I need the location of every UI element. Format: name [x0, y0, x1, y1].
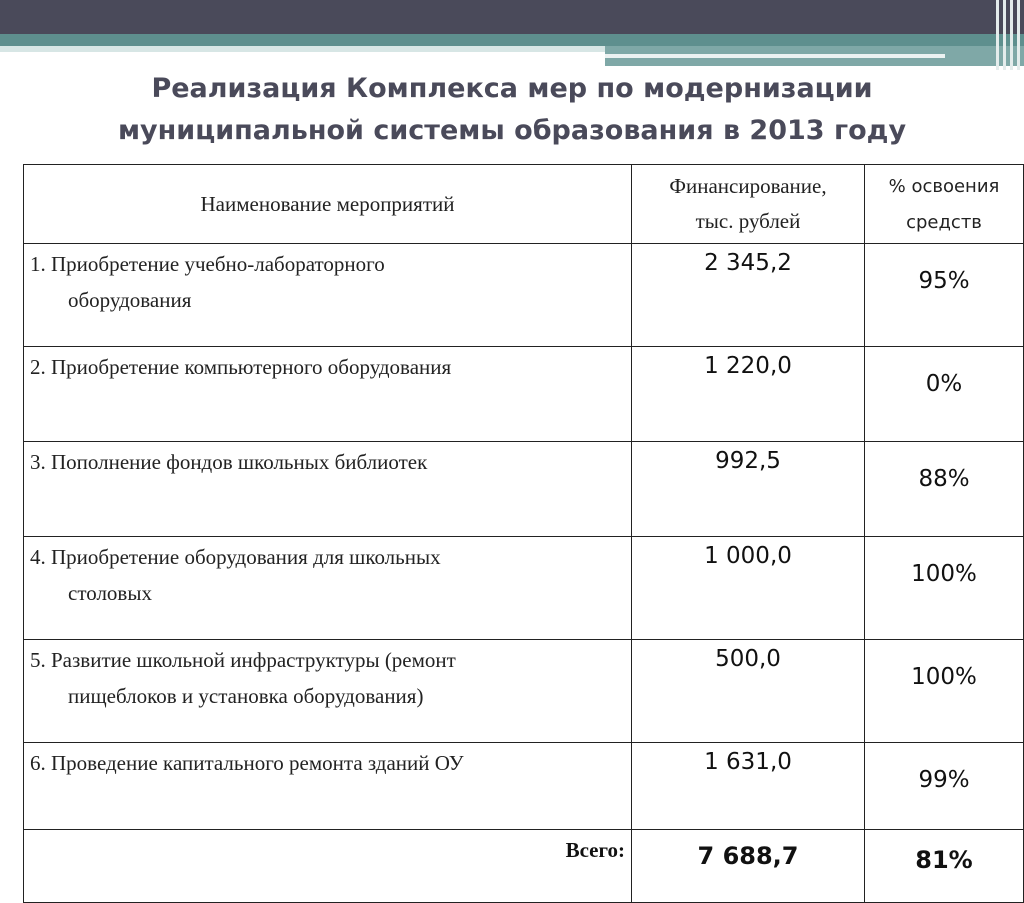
- row-percent: 95%: [865, 244, 1024, 347]
- header-financing-line1: Финансирование,: [669, 174, 827, 198]
- table-total-row: [24, 830, 1024, 903]
- header-stripe: [1010, 0, 1013, 70]
- header-percent-line1: % освоения: [888, 176, 1000, 197]
- row-financing: 1 000,0: [632, 537, 865, 640]
- header-stripe: [1017, 0, 1020, 70]
- row-financing: 1 631,0: [632, 743, 865, 830]
- row-name-line2: пищеблоков и установка оборудования): [68, 684, 424, 708]
- row-name-line1: 5. Развитие школьной инфраструктуры (ремонт: [30, 648, 456, 672]
- row-percent: 99%: [865, 743, 1024, 830]
- page-title: [0, 68, 1024, 152]
- header-stripe: [1003, 0, 1006, 70]
- table-row: [24, 743, 1024, 830]
- table-row: [24, 244, 1024, 347]
- row-name-line2: оборудования: [68, 288, 192, 312]
- table-row: [24, 640, 1024, 743]
- row-financing: 992,5: [632, 442, 865, 537]
- header-stripe: [996, 0, 999, 70]
- header-percent: [865, 165, 1024, 244]
- row-name: [24, 743, 632, 830]
- report-table: [23, 164, 1024, 903]
- header-financing: [632, 165, 865, 244]
- row-percent: 0%: [865, 347, 1024, 442]
- header-financing-line2: тыс. рублей: [695, 209, 801, 233]
- row-financing: 1 220,0: [632, 347, 865, 442]
- header-name: Наименование мероприятий: [24, 165, 632, 244]
- row-name-line1: 6. Проведение капитального ремонта зданий ОУ: [30, 751, 464, 775]
- row-name: [24, 347, 632, 442]
- page-title-line2: муниципальной системы образования в 2013 году: [117, 115, 907, 146]
- row-financing: 500,0: [632, 640, 865, 743]
- row-name-line2: столовых: [68, 581, 152, 605]
- row-name-line1: 3. Пополнение фондов школьных библиотек: [30, 450, 428, 474]
- table-row: [24, 537, 1024, 640]
- row-percent: 100%: [865, 537, 1024, 640]
- total-financing: 7 688,7: [632, 830, 865, 903]
- table-row: [24, 347, 1024, 442]
- row-percent: 88%: [865, 442, 1024, 537]
- total-percent: 81%: [865, 830, 1024, 903]
- row-percent: 100%: [865, 640, 1024, 743]
- row-name-line1: 4. Приобретение оборудования для школьных: [30, 545, 441, 569]
- row-financing: 2 345,2: [632, 244, 865, 347]
- row-name: [24, 244, 632, 347]
- row-name: [24, 442, 632, 537]
- header-percent-line2: средств: [906, 212, 982, 233]
- table-header-row: [24, 165, 1024, 244]
- table-row: [24, 442, 1024, 537]
- row-name-line1: 2. Приобретение компьютерного оборудования: [30, 355, 452, 379]
- row-name: [24, 640, 632, 743]
- header-band-line: [605, 54, 945, 58]
- header-band-dark: [0, 0, 1024, 34]
- row-name: [24, 537, 632, 640]
- total-label: Всего:: [24, 830, 632, 903]
- header-band-teal: [0, 34, 1024, 46]
- page-title-line1: Реализация Комплекса мер по модернизации: [151, 73, 873, 104]
- header-band-light: [0, 46, 605, 52]
- row-name-line1: 1. Приобретение учебно-лабораторного: [30, 252, 385, 276]
